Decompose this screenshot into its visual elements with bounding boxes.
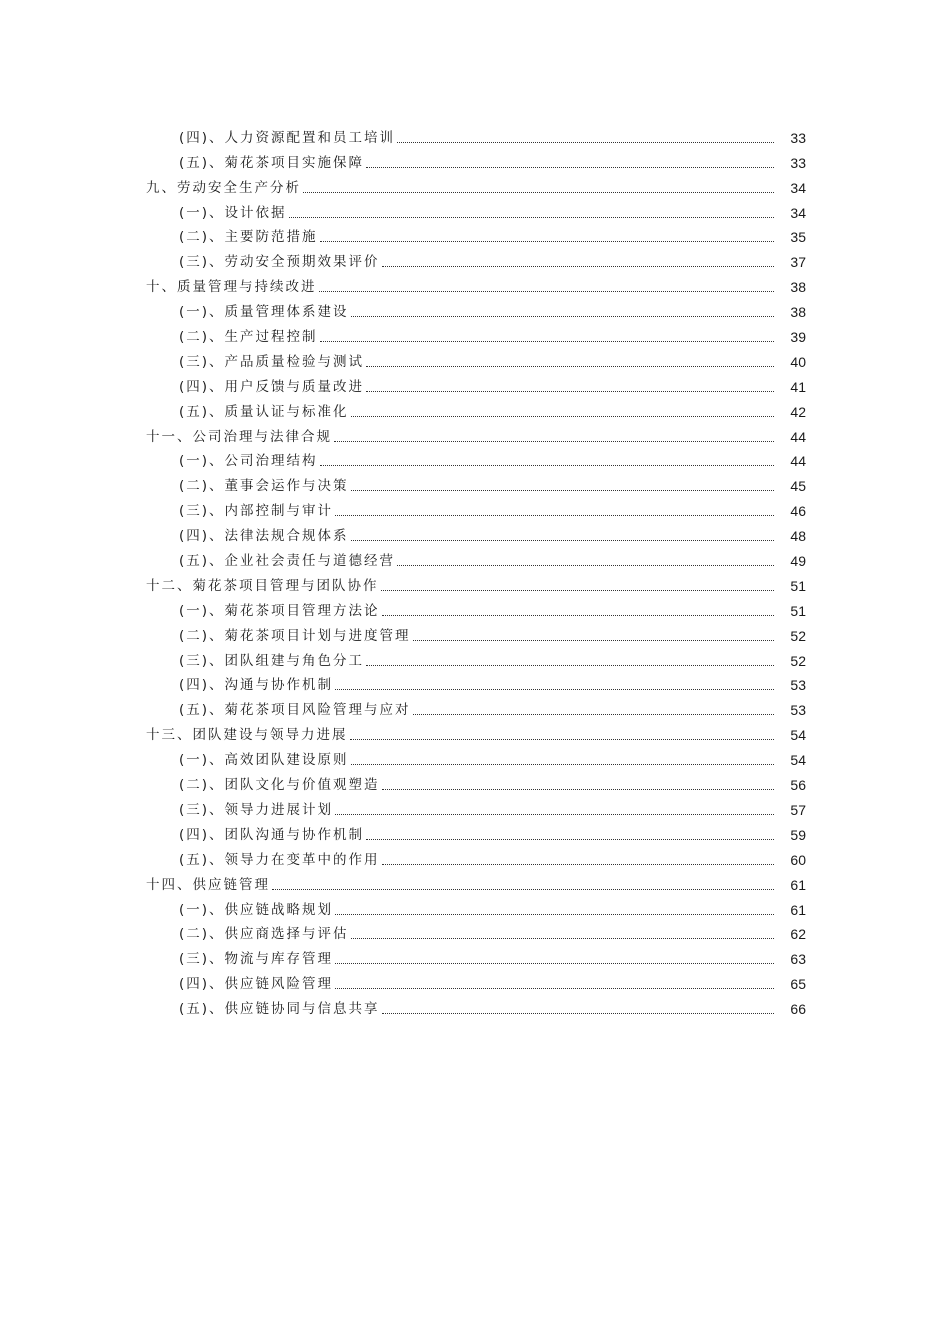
toc-dot-leader [351, 764, 774, 765]
toc-entry-title: (二)、供应商选择与评估 [179, 926, 349, 943]
toc-entry-title: (五)、质量认证与标准化 [179, 403, 349, 420]
toc-section-entry[interactable] [0, 970, 950, 995]
toc-dot-leader [351, 416, 774, 417]
toc-section-entry[interactable] [0, 124, 950, 149]
toc-section-entry[interactable] [0, 547, 950, 572]
toc-entry-title: (一)、菊花茶项目管理方法论 [179, 602, 380, 619]
toc-entry-title: 十四、供应链管理 [146, 876, 270, 893]
toc-section-entry[interactable] [0, 398, 950, 423]
toc-entry-title: (四)、供应链风险管理 [179, 976, 334, 993]
toc-page-number: 49 [790, 553, 806, 570]
toc-dot-leader [335, 914, 774, 915]
toc-section-entry[interactable] [0, 248, 950, 273]
toc-entry-title: 十、质量管理与持续改进 [146, 279, 317, 296]
toc-dot-leader [413, 714, 774, 715]
toc-chapter-entry[interactable] [0, 273, 950, 298]
toc-chapter-entry[interactable] [0, 871, 950, 896]
toc-page-number: 48 [790, 528, 806, 545]
toc-dot-leader [334, 441, 774, 442]
toc-entry-title: (五)、供应链协同与信息共享 [179, 1001, 380, 1018]
table-of-contents [0, 124, 950, 1020]
toc-page-number: 59 [790, 826, 806, 843]
toc-page-number: 42 [790, 403, 806, 420]
toc-dot-leader [335, 814, 774, 815]
toc-dot-leader [382, 615, 774, 616]
toc-page-number: 53 [790, 677, 806, 694]
toc-entry-title: (四)、沟通与协作机制 [179, 677, 334, 694]
toc-dot-leader [382, 789, 774, 790]
toc-entry-title: (一)、设计依据 [179, 204, 287, 221]
toc-dot-leader [351, 540, 774, 541]
toc-entry-title: (四)、法律法规合规体系 [179, 528, 349, 545]
toc-entry-title: (三)、物流与库存管理 [179, 951, 334, 968]
toc-entry-title: (三)、内部控制与审计 [179, 503, 334, 520]
toc-dot-leader [382, 864, 774, 865]
toc-dot-leader [272, 889, 774, 890]
toc-entry-title: (二)、生产过程控制 [179, 329, 318, 346]
toc-section-entry[interactable] [0, 921, 950, 946]
toc-page-number: 54 [790, 752, 806, 769]
toc-page-number: 57 [790, 801, 806, 818]
toc-dot-leader [397, 565, 774, 566]
toc-section-entry[interactable] [0, 672, 950, 697]
toc-page-number: 54 [790, 727, 806, 744]
toc-section-entry[interactable] [0, 622, 950, 647]
toc-entry-title: (一)、供应链战略规划 [179, 901, 334, 918]
toc-page-number: 46 [790, 503, 806, 520]
toc-page-number: 66 [790, 1001, 806, 1018]
toc-page-number: 61 [790, 901, 806, 918]
toc-page-number: 35 [790, 229, 806, 246]
toc-dot-leader [303, 192, 774, 193]
toc-section-entry[interactable] [0, 771, 950, 796]
toc-entry-title: (二)、团队文化与价值观塑造 [179, 777, 380, 794]
toc-dot-leader [335, 988, 774, 989]
toc-section-entry[interactable] [0, 323, 950, 348]
toc-page-number: 33 [790, 154, 806, 171]
toc-page-number: 39 [790, 329, 806, 346]
toc-dot-leader [382, 1013, 774, 1014]
toc-dot-leader [366, 839, 774, 840]
toc-page-number: 51 [790, 602, 806, 619]
toc-dot-leader [335, 515, 774, 516]
toc-section-entry[interactable] [0, 945, 950, 970]
toc-page-number: 62 [790, 926, 806, 943]
toc-section-entry[interactable] [0, 497, 950, 522]
toc-dot-leader [320, 241, 774, 242]
toc-entry-title: (三)、产品质量检验与测试 [179, 353, 365, 370]
toc-page-number: 53 [790, 702, 806, 719]
toc-section-entry[interactable] [0, 522, 950, 547]
toc-section-entry[interactable] [0, 896, 950, 921]
toc-section-entry[interactable] [0, 472, 950, 497]
toc-page-number: 33 [790, 129, 806, 146]
toc-page-number: 56 [790, 777, 806, 794]
toc-entry-title: (一)、高效团队建设原则 [179, 752, 349, 769]
toc-entry-title: (五)、菊花茶项目实施保障 [179, 154, 365, 171]
toc-section-entry[interactable] [0, 821, 950, 846]
toc-chapter-entry[interactable] [0, 423, 950, 448]
toc-entry-title: (二)、主要防范措施 [179, 229, 318, 246]
toc-dot-leader [366, 366, 774, 367]
toc-dot-leader [335, 689, 774, 690]
toc-page-number: 61 [790, 876, 806, 893]
toc-entry-title: (一)、公司治理结构 [179, 453, 318, 470]
toc-entry-title: (四)、用户反馈与质量改进 [179, 378, 365, 395]
toc-entry-title: 九、劳动安全生产分析 [146, 179, 301, 196]
toc-page-number: 65 [790, 976, 806, 993]
toc-page-number: 34 [790, 179, 806, 196]
toc-section-entry[interactable] [0, 696, 950, 721]
toc-entry-title: (二)、董事会运作与决策 [179, 478, 349, 495]
toc-page-number: 38 [790, 279, 806, 296]
toc-dot-leader [351, 938, 774, 939]
toc-entry-title: (四)、人力资源配置和员工培训 [179, 129, 396, 146]
toc-section-entry[interactable] [0, 373, 950, 398]
toc-dot-leader [382, 266, 774, 267]
toc-dot-leader [320, 341, 774, 342]
toc-page-number: 34 [790, 204, 806, 221]
toc-section-entry[interactable] [0, 199, 950, 224]
toc-section-entry[interactable] [0, 647, 950, 672]
toc-page-number: 51 [790, 577, 806, 594]
toc-entry-title: (一)、质量管理体系建设 [179, 304, 349, 321]
toc-section-entry[interactable] [0, 149, 950, 174]
toc-chapter-entry[interactable] [0, 721, 950, 746]
toc-page-number: 37 [790, 254, 806, 271]
toc-section-entry[interactable] [0, 298, 950, 323]
toc-dot-leader [335, 963, 774, 964]
toc-dot-leader [381, 590, 775, 591]
toc-entry-title: (三)、团队组建与角色分工 [179, 652, 365, 669]
toc-page-number: 44 [790, 428, 806, 445]
toc-chapter-entry[interactable] [0, 174, 950, 199]
toc-dot-leader [397, 142, 774, 143]
toc-section-entry[interactable] [0, 597, 950, 622]
toc-dot-leader [351, 316, 774, 317]
toc-page-number: 40 [790, 353, 806, 370]
toc-dot-leader [366, 167, 774, 168]
toc-entry-title: (四)、团队沟通与协作机制 [179, 826, 365, 843]
toc-entry-title: 十一、公司治理与法律合规 [146, 428, 332, 445]
toc-page-number: 41 [790, 378, 806, 395]
toc-entry-title: 十三、团队建设与领导力进展 [146, 727, 348, 744]
toc-entry-title: (五)、领导力在变革中的作用 [179, 851, 380, 868]
toc-dot-leader [289, 217, 774, 218]
toc-entry-title: (三)、劳动安全预期效果评价 [179, 254, 380, 271]
toc-page-number: 52 [790, 627, 806, 644]
toc-section-entry[interactable] [0, 846, 950, 871]
toc-page-number: 44 [790, 453, 806, 470]
toc-page-number: 52 [790, 652, 806, 669]
toc-entry-title: (三)、领导力进展计划 [179, 801, 334, 818]
toc-dot-leader [366, 391, 774, 392]
toc-chapter-entry[interactable] [0, 572, 950, 597]
toc-dot-leader [319, 291, 775, 292]
toc-section-entry[interactable] [0, 746, 950, 771]
toc-page-number: 38 [790, 304, 806, 321]
toc-section-entry[interactable] [0, 348, 950, 373]
toc-page-number: 45 [790, 478, 806, 495]
toc-dot-leader [320, 465, 774, 466]
toc-entry-title: (五)、企业社会责任与道德经营 [179, 553, 396, 570]
toc-section-entry[interactable] [0, 224, 950, 249]
toc-page-number: 63 [790, 951, 806, 968]
toc-section-entry[interactable] [0, 448, 950, 473]
toc-dot-leader [366, 665, 774, 666]
toc-entry-title: (二)、菊花茶项目计划与进度管理 [179, 627, 411, 644]
toc-section-entry[interactable] [0, 796, 950, 821]
toc-entry-title: 十二、菊花茶项目管理与团队协作 [146, 577, 379, 594]
toc-dot-leader [351, 490, 774, 491]
toc-entry-title: (五)、菊花茶项目风险管理与应对 [179, 702, 411, 719]
toc-dot-leader [413, 640, 774, 641]
toc-dot-leader [350, 739, 775, 740]
toc-section-entry[interactable] [0, 995, 950, 1020]
toc-page-number: 60 [790, 851, 806, 868]
